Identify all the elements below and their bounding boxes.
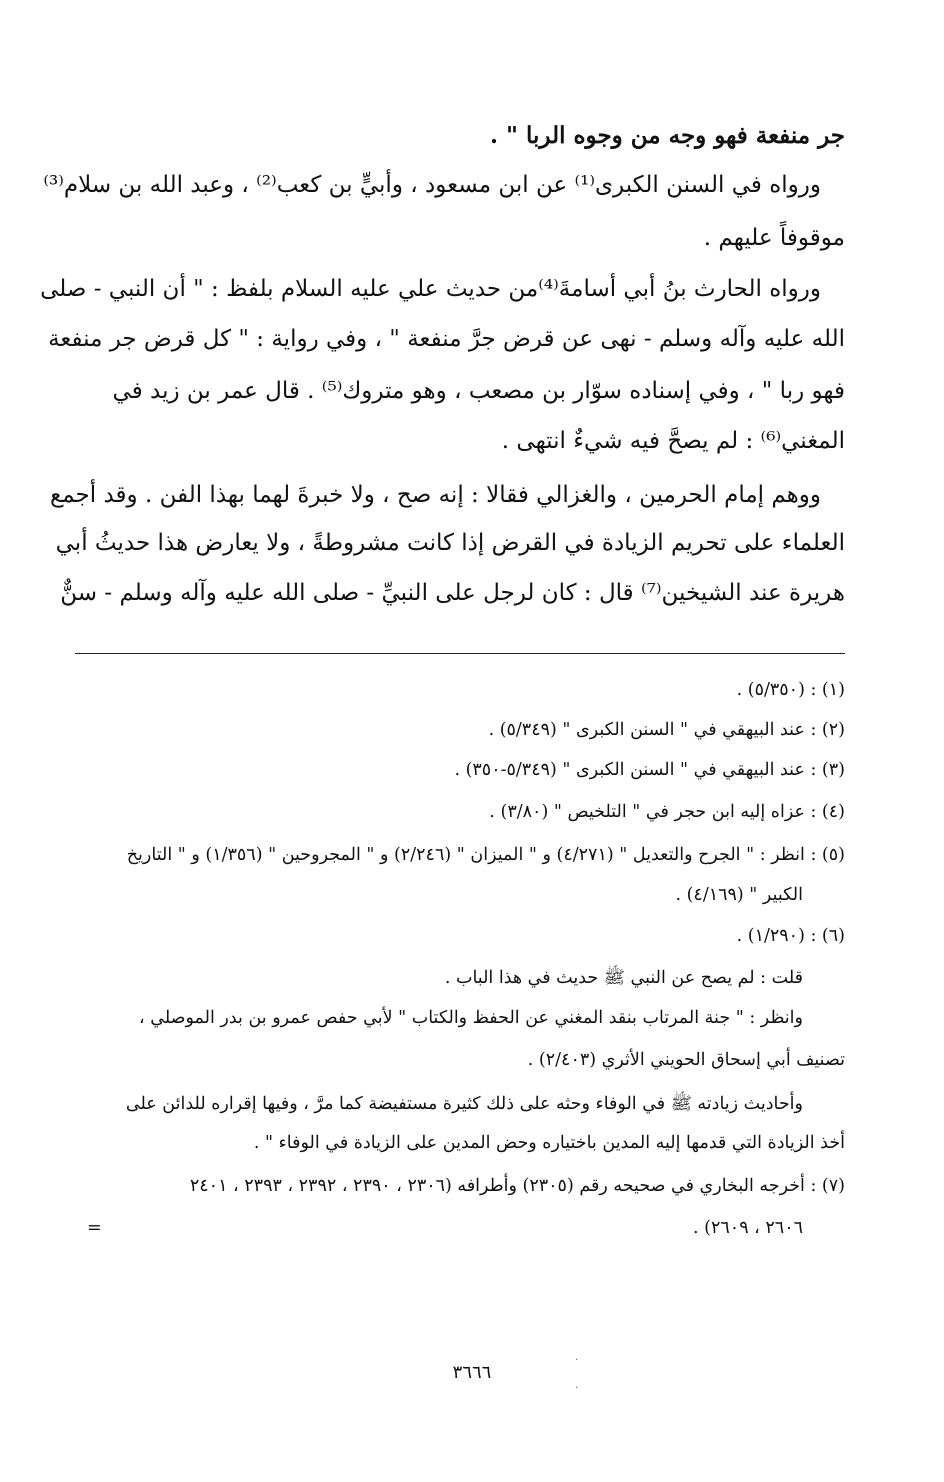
footnote-1: (١) : (٥/٣٥٠) . xyxy=(736,680,845,700)
footnote-6-see: وانظر : " جنة المرتاب بنقد المغني عن الحفظ والكتاب " لأبي حفص عمرو بن بدر الموصلي ، xyxy=(139,1008,803,1028)
body-line-7: المغني⁽⁶⁾ : لم يصحَّ فيه شيءٌ انتهى . xyxy=(501,428,845,454)
footnote-6-hadith: وأحاديث زيادته ﷺ في الوفاء وحثه على ذلك كثيرة مستفيضة كما مرَّ ، وفيها إقراره للدائن على xyxy=(125,1094,803,1114)
footnote-6-see-cont: تصنيف أبي إسحاق الحويني الأثري (٢/٤٠٣) . xyxy=(527,1050,845,1070)
footnote-7: (٧) : أخرجه البخاري في صحيحه رقم (٢٣٠٥) وأطرافه (٢٣٠٦ ، ٢٣٩٠ ، ٢٣٩٢ ، ٢٣٩٣ ، ٢٤٠١ xyxy=(189,1176,845,1196)
footnote-7-cont: ٢٦٠٦ ، ٢٦٠٩) . xyxy=(693,1218,803,1238)
body-line-6: فهو ربا " ، وفي إسناده سوّار بن مصعب ، وهو متروك⁽⁵⁾ . قال عمر بن زيد في xyxy=(112,378,845,404)
footnote-divider xyxy=(75,653,845,654)
footnote-3: (٣) : عند البيهقي في " السنن الكبرى " (٥/٣٤٩-٣٥٠) . xyxy=(454,760,845,780)
footnote-5-cont: الكبير " (٤/١٦٩) . xyxy=(675,885,803,905)
footnote-6-note: قلت : لم يصح عن النبي ﷺ حديث في هذا الباب . xyxy=(444,968,803,988)
footnote-4: (٤) : عزاه إليه ابن حجر في " التلخيص " (٣/٨٠) . xyxy=(489,802,845,822)
footnote-2: (٢) : عند البيهقي في " السنن الكبرى " (٥/٣٤٩) . xyxy=(488,720,845,740)
footnote-5: (٥) : انظر : " الجرح والتعديل " (٤/٢٧١) و " الميزان " (٢/٢٤٦) و " المجروحين " (١/٣٥٦) و " التاريخ xyxy=(126,845,845,865)
body-line-5: الله عليه وآله وسلم - نهى عن قرض جرَّ منفعة " ، وفي رواية : " كل قرض جر منفعة xyxy=(48,326,845,352)
body-line-1: جر منفعة فهو وجه من وجوه الربا " . xyxy=(490,122,845,149)
body-line-9: العلماء على تحريم الزيادة في القرض إذا كانت مشروطةً ، ولا يعارض هذا حديثُ أبي xyxy=(55,530,845,556)
page-number: ٣٦٦٦ xyxy=(452,1362,492,1383)
body-line-2: ورواه في السنن الكبرى⁽¹⁾ عن ابن مسعود ، وأبيٍّ بن كعب⁽²⁾ ، وعبد الله بن سلام⁽³⁾ xyxy=(43,172,821,198)
scan-speck: · xyxy=(575,1383,579,1394)
scan-speck: · xyxy=(575,1355,579,1366)
footnote-6: (٦) : (١/٢٩٠) . xyxy=(736,926,845,946)
body-line-4: ورواه الحارث بنُ أبي أسامةَ⁽⁴⁾من حديث علي عليه السلام بلفظ : " أن النبي - صلى xyxy=(40,276,821,302)
body-line-3: موقوفاً عليهم . xyxy=(703,225,845,251)
body-line-10: هريرة عند الشيخين⁽⁷⁾ قال : كان لرجل على النبيِّ - صلى الله عليه وآله وسلم - سنٌّ xyxy=(60,580,845,606)
body-line-8: ووهم إمام الحرمين ، والغزالي فقالا : إنه صح ، ولا خبرةَ لهما بهذا الفن . وقد أجمع xyxy=(50,482,821,508)
footnote-6-hadith-cont: أخذ الزيادة التي قدمها إليه المدين باختياره وحض المدين على الزيادة في الوفاء " . xyxy=(253,1133,845,1153)
continuation-mark: = xyxy=(87,1218,102,1238)
